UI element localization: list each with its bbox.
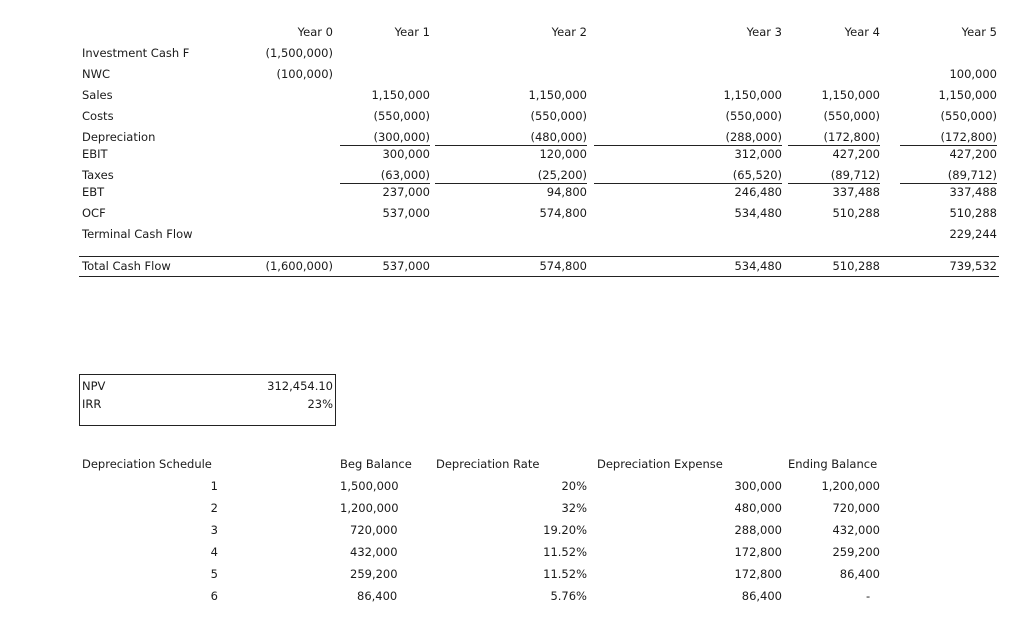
cell-depreciation-y2: (480,000) [530, 130, 587, 144]
cell-total-y0: (1,600,000) [265, 259, 333, 273]
cell-total-y2: 574,800 [539, 259, 587, 273]
dep-header-rate: Depreciation Rate [436, 457, 540, 471]
cell-depreciation-y1: (300,000) [373, 130, 430, 144]
cell-costs-y4: (550,000) [823, 109, 880, 123]
cell-sales-y2: 1,150,000 [528, 88, 587, 102]
dep-row-rate: 19.20% [543, 523, 587, 537]
dep-row-rate: 11.52% [543, 545, 587, 559]
cell-ebit-y1: 300,000 [382, 147, 430, 161]
cell-ebit-y3: 312,000 [734, 147, 782, 161]
cell-sales-y1: 1,150,000 [371, 88, 430, 102]
dep-row-expense: 172,800 [734, 567, 782, 581]
dep-row-beg: 432,000 [350, 545, 398, 559]
dep-header-expense: Depreciation Expense [597, 457, 723, 471]
npv-label: NPV [82, 379, 106, 393]
cell-ocf-y4: 510,288 [832, 206, 880, 220]
row-label-ebt: EBT [82, 185, 105, 199]
dep-row-beg: 720,000 [350, 523, 398, 537]
cell-sales-y3: 1,150,000 [723, 88, 782, 102]
dep-row-year: 1 [210, 479, 218, 493]
cell-total-y5: 739,532 [949, 259, 997, 273]
dep-row-ending: 432,000 [832, 523, 880, 537]
cell-ebit-y2: 120,000 [539, 147, 587, 161]
irr-value: 23% [307, 397, 333, 411]
dep-row-year: 2 [210, 501, 218, 515]
header-year-2: Year 2 [551, 25, 587, 39]
dep-row-year: 6 [210, 589, 218, 603]
dep-row-beg: 1,500,000 [340, 479, 399, 493]
cell-taxes-y2: (25,200) [537, 168, 587, 182]
cell-depreciation-y4: (172,800) [823, 130, 880, 144]
header-year-3: Year 3 [746, 25, 782, 39]
cell-sales-y4: 1,150,000 [821, 88, 880, 102]
row-label-sales: Sales [82, 88, 113, 102]
dep-header-ending: Ending Balance [788, 457, 878, 471]
cell-taxes-y1: (63,000) [380, 168, 430, 182]
cell-costs-y3: (550,000) [725, 109, 782, 123]
dep-row-beg: 86,400 [357, 589, 398, 603]
cell-ebt-y3: 246,480 [734, 185, 782, 199]
row-label-costs: Costs [82, 109, 114, 123]
irr-label: IRR [82, 397, 102, 411]
cell-terminal-y5: 229,244 [949, 227, 997, 241]
dep-row-rate: 11.52% [543, 567, 587, 581]
cell-depreciation-y3: (288,000) [725, 130, 782, 144]
cell-ocf-y3: 534,480 [734, 206, 782, 220]
dep-row-beg: 1,200,000 [340, 501, 399, 515]
cell-costs-y1: (550,000) [373, 109, 430, 123]
row-label-investment: Investment Cash F [82, 46, 190, 60]
header-year-0: Year 0 [297, 25, 333, 39]
row-label-nwc: NWC [82, 67, 111, 81]
cell-total-y3: 534,480 [734, 259, 782, 273]
total-bottom-border [79, 276, 999, 277]
dep-row-rate: 20% [561, 479, 587, 493]
cell-ebt-y5: 337,488 [949, 185, 997, 199]
dep-row-expense: 86,400 [741, 589, 782, 603]
row-label-total: Total Cash Flow [82, 259, 171, 273]
dep-row-ending: - [866, 589, 871, 603]
total-top-border [79, 256, 999, 257]
dep-row-ending: 1,200,000 [821, 479, 880, 493]
dep-row-ending: 259,200 [832, 545, 880, 559]
dep-row-year: 5 [210, 567, 218, 581]
cell-ebt-y4: 337,488 [832, 185, 880, 199]
npv-value: 312,454.10 [267, 379, 333, 393]
cell-ebt-y1: 237,000 [382, 185, 430, 199]
dep-row-year: 4 [210, 545, 218, 559]
dep-row-ending: 86,400 [839, 567, 880, 581]
cell-nwc-y5: 100,000 [949, 67, 997, 81]
dep-header-beg: Beg Balance [340, 457, 412, 471]
header-year-4: Year 4 [844, 25, 880, 39]
cell-taxes-y3: (65,520) [732, 168, 782, 182]
dep-row-rate: 32% [561, 501, 587, 515]
cell-costs-y5: (550,000) [940, 109, 997, 123]
row-label-ocf: OCF [82, 206, 106, 220]
cell-ebt-y2: 94,800 [546, 185, 587, 199]
dep-row-beg: 259,200 [350, 567, 398, 581]
dep-row-expense: 480,000 [734, 501, 782, 515]
dep-row-expense: 288,000 [734, 523, 782, 537]
cell-investment-y0: (1,500,000) [265, 46, 333, 60]
header-year-1: Year 1 [394, 25, 430, 39]
row-label-terminal: Terminal Cash Flow [82, 227, 193, 241]
dep-row-year: 3 [210, 523, 218, 537]
cell-ocf-y2: 574,800 [539, 206, 587, 220]
dep-schedule-title: Depreciation Schedule [82, 457, 212, 471]
dep-row-rate: 5.76% [550, 589, 587, 603]
cell-taxes-y5: (89,712) [947, 168, 997, 182]
cell-ocf-y1: 537,000 [382, 206, 430, 220]
header-year-5: Year 5 [961, 25, 997, 39]
row-label-ebit: EBIT [82, 147, 108, 161]
cell-ocf-y5: 510,288 [949, 206, 997, 220]
cell-sales-y5: 1,150,000 [938, 88, 997, 102]
cell-nwc-y0: (100,000) [276, 67, 333, 81]
dep-row-expense: 300,000 [734, 479, 782, 493]
row-label-taxes: Taxes [82, 168, 114, 182]
cell-total-y4: 510,288 [832, 259, 880, 273]
cell-ebit-y5: 427,200 [949, 147, 997, 161]
dep-row-ending: 720,000 [832, 501, 880, 515]
row-label-depreciation: Depreciation [82, 130, 156, 144]
cell-depreciation-y5: (172,800) [940, 130, 997, 144]
dep-row-expense: 172,800 [734, 545, 782, 559]
cell-ebit-y4: 427,200 [832, 147, 880, 161]
cell-total-y1: 537,000 [382, 259, 430, 273]
cell-costs-y2: (550,000) [530, 109, 587, 123]
cell-taxes-y4: (89,712) [830, 168, 880, 182]
